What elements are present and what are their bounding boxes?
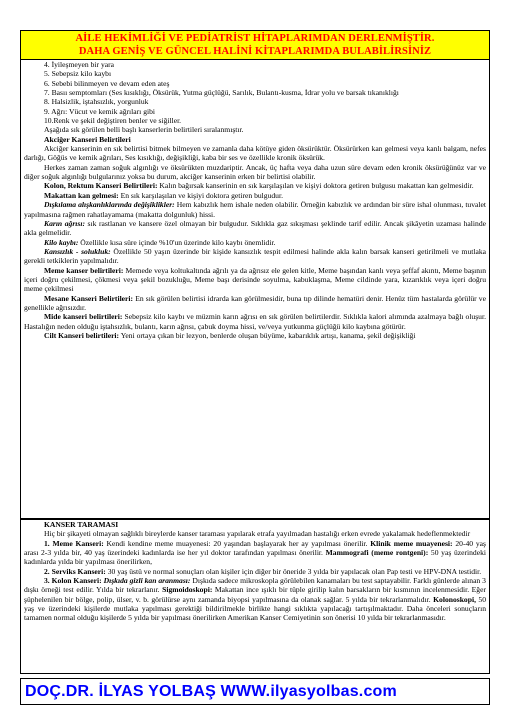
list-item: 6. Sebebi bilinmeyen ve devam eden ateş — [44, 78, 170, 88]
lung-paragraph-2: Herkes zaman zaman soğuk algınlığı ve öksürükten muzdariptir. Ancak, üç hafta veya daha uzun süre devam eden kronik öksürüğünüz var ve diğer soğuk algınlığı bulgularınız yoksa bu durum, akciğer kanserinin erken bir belirtisi olabilir. — [24, 162, 486, 182]
screening-cervix-text: 30 yaş üstü ve normal sonuçları olan kişiler için diğer bir öneride 3 yılda bir yapılacak olan Pap testi ve HPV-DNA testidir. — [105, 566, 482, 576]
bladder-text: En sık görülen belirtisi idrarda kan görülmesidir, buna tıp dilinde hematüri denir. Henüz tüm hastalarda görülür ve genellikle ağrısızdır. — [24, 293, 486, 312]
stomach-label: Mide kanseri belirtileri: — [44, 312, 123, 322]
footer-author: DOÇ.DR. İLYAS YOLBAŞ WWW.ilyasyolbas.com — [20, 678, 490, 705]
breast-text: Memede veya koltukaltında ağrılı ya da ağrısız ele gelen kitle, Meme başından kanlı veya şeffaf akıntı, Meme başının içeri doğru çekilmesi, çökmesi veya şekil bozukluğu, Meme başı derisinde soyulma, kabuklaşma, Meme cildinde yara, kızarıklık veya içeri doğru meme çekilmesi — [24, 265, 486, 294]
colon-habit-paragraph — [24, 200, 486, 219]
bladder-label: Mesane Kanseri Belirtileri: — [44, 293, 134, 303]
screening-breast-bold-2: Mammografi (meme rontgeni): — [325, 548, 429, 558]
colon-paragraph — [24, 181, 486, 190]
screening-breast-paragraph — [24, 539, 486, 567]
screening-breast-text-1: Kendi kendine meme muayenesi: 20 yaşından başlayarak her ay yapılması önerilir. — [103, 538, 371, 548]
screening-colon-paragraph — [24, 576, 486, 623]
breast-paragraph — [24, 266, 486, 294]
colon-fatigue-label: Kansızlık - solukluk: — [44, 246, 111, 256]
lung-paragraph-1: Akciğer kanserinin en sık belirtisi bitmek bilmeyen ve zamanla daha kötüye giden öksürüktür. Öksürürken kan gelmesi veya kanlı balgam, nefes darlığı, Göğüs ve kemik ağrıları, Ses kısıklığı, değişikliği, kaba bir ses ve özellikle kronik öksürük. — [24, 144, 486, 163]
screening-cervix-paragraph — [24, 567, 486, 576]
stomach-paragraph — [24, 312, 486, 331]
colon-habit-text: Hem kabızlık hem ishale neden olabilir. Örneğin kabızlık ve ardından bir süre ishal olunması, tuvalet yapılmasına rağmen rahatlayamama (makatta dolgunluk) hissi. — [24, 200, 486, 219]
colon-pain-text: sık rastlanan ve kansere özel olmayan bir bulgudur. Sıklıkla gaz sıkışması şeklinde tarif edilir. Ancak şikâyetin uzaması halinde akla gelmelidir. — [24, 218, 486, 238]
screening-breast-label: 1. Meme Kanseri: — [44, 538, 104, 548]
lung-heading: Akciğer Kanseri Belirtileri — [44, 134, 131, 144]
list-item: 8. Halsizlik, iştahsızlık, yorgunluk — [44, 97, 149, 107]
colon-blood-label: Makattan kan gelmesi: — [44, 190, 119, 200]
skin-label: Cilt Kanseri belirtileri: — [44, 330, 120, 340]
banner-line-1: AİLE HEKİMLİĞİ VE PEDİATRİST HİTAPLARIMDAN DERLENMİŞTİR. — [75, 33, 435, 44]
screening-colon-text-3: 50 yaş ve üzerindeki kişilerde mutlaka yapılması gerektiği bildirilmekle birlikte hangi sıklıkta yapılacağı tartışılmaktadır. Daha önceleri sonuçların tamamen normal olduğu kişilerde 5 yılda bir yapılması önerilirken Amerikan Kanser Cemiyetinin son önerisi 10 yılda bir tekrarlanmasıdır. — [24, 594, 486, 623]
screening-colon-bold-italic: Dışkıda gizli kan aranması: — [101, 576, 191, 586]
list-intro: Aşağıda sık görülen belli başlı kanserlerin belirtileri sıralanmıştır. — [44, 125, 244, 135]
screening-heading: KANSER TARAMASI — [44, 520, 119, 529]
screening-intro: Hiç bir şikayeti olmayan sağlıklı bireylerde kanser taraması yapılarak etrafa yayılmadan hastalığı erken evrede yakalamak hedeflenmektedir — [44, 529, 471, 539]
screening-breast-bold-1: Klinik meme muayenesi: — [370, 538, 453, 548]
screening-colon-text-1: Dışkıda sadece mikroskopla görülebilen kanamaları bu test saptayabilir. Farklı günlerde alınan 3 dışkı örneği test edilir. Yılda bir tekrarlanır. — [24, 576, 486, 595]
stomach-text: Sebepsiz kilo kaybı ve müzmin karın ağrısı en sık görülen belirtilerdir. Sıklıkla kalori alımında azalmaya bağlı oluşur. Hastalığın neden olduğu iştahsızlık, bulantı, karın ağrısı, çabuk doyma hissi, ve/veya yutkunma güçlüğü kilo kaybına götürür. — [24, 312, 486, 331]
header-banner — [20, 30, 490, 60]
list-item: 9. Ağrı: Vücut ve kemik ağrıları gibi — [44, 106, 156, 116]
screening-colon-bold-1: Sigmoidoskopi: — [162, 585, 213, 595]
screening-breast-text-3: 50 yaş üzerindeki kadınlarda yılda bir yapılması önerilirken, — [24, 548, 486, 567]
breast-label: Meme kanser belirtileri: — [44, 265, 124, 275]
list-item: 5. Sebepsiz kilo kaybı — [44, 69, 112, 79]
colon-label: Kolon, Rektum Kanseri Belirtileri: — [44, 181, 158, 191]
bladder-paragraph — [24, 294, 486, 313]
banner-line-2: DAHA GENİŞ VE GÜNCEL HALİNİ KİTAPLARIMDA BULABİLİRSİNİZ — [78, 46, 432, 57]
colon-weight-label: Kilo kaybı: — [44, 237, 79, 247]
colon-fatigue-text: Özellikle 50 yaşın üzerinde bir kişide kansızlık tespit edilmesi halinde akla kalın barsak kanseri getirilmeli ve mutlaka gerekli tetkiklerin yapılmalıdır. — [24, 246, 486, 266]
colon-weight-paragraph — [24, 238, 486, 247]
list-item: 4. İyileşmeyen bir yara — [44, 60, 115, 69]
colon-habit-label: Dışkılama alışkanlıklarında değişiklikler: — [44, 200, 175, 210]
list-item: 10.Renk ve şekil değiştiren benler ve siğiller. — [44, 116, 182, 126]
skin-paragraph — [24, 331, 486, 340]
colon-pain-label: Karın ağrısı: — [44, 218, 85, 228]
screening-cervix-label: 2. Serviks Kanseri: — [44, 566, 106, 576]
colon-blood-paragraph — [24, 191, 486, 200]
skin-text: Yeni ortaya çıkan bir lezyon, benlerde oluşan büyüme, kabarıklık artışı, kanama, şekil değişikliği — [119, 330, 416, 340]
colon-fatigue-paragraph — [24, 247, 486, 266]
screening-colon-bold-2: Kolonoskopi, — [433, 594, 476, 604]
symptoms-section — [20, 59, 490, 519]
list-item: 7. Basıı semptomları (Ses kısıklığı, Öksürük, Yutma güçlüğü, Sarılık, Bulantı-kusma, İdrar yolu ve barsak tıkanıklığı — [44, 88, 399, 98]
screening-colon-text-2: Makattan ince ışıklı bir tüple girilip kalın barsakların bir kısmının incelenmesidir. Eğer şüphelenilen bir bölge, polip, ülser, v. b. görülürse aynı zamanda biyopsi yapılmasına da olanak sağlar. 5 yılda bir tekrarlanmalıdır. — [24, 585, 486, 604]
colon-text: Kalın bağırsak kanserinin en sık karşılaşılan ve kişiyi doktora getiren bulgusu makattan kan gelmesidir. — [157, 181, 474, 191]
colon-blood-text: En sık karşılaşılan ve kişiyi doktora getiren bulgudur. — [118, 190, 283, 200]
colon-pain-paragraph — [24, 219, 486, 238]
screening-breast-text-2: 20-40 yaş arası 2-3 yılda bir, 40 yaş üzerindeki kadınlarda ise her yıl doktor tarafından yapılması önerilir. — [24, 538, 486, 558]
screening-section — [20, 519, 490, 674]
colon-weight-text: Özellikle kısa süre içinde %10'un üzerinde kilo kaybı önemlidir. — [78, 237, 276, 247]
screening-colon-label: 3. Kolon Kanseri: — [44, 576, 102, 586]
